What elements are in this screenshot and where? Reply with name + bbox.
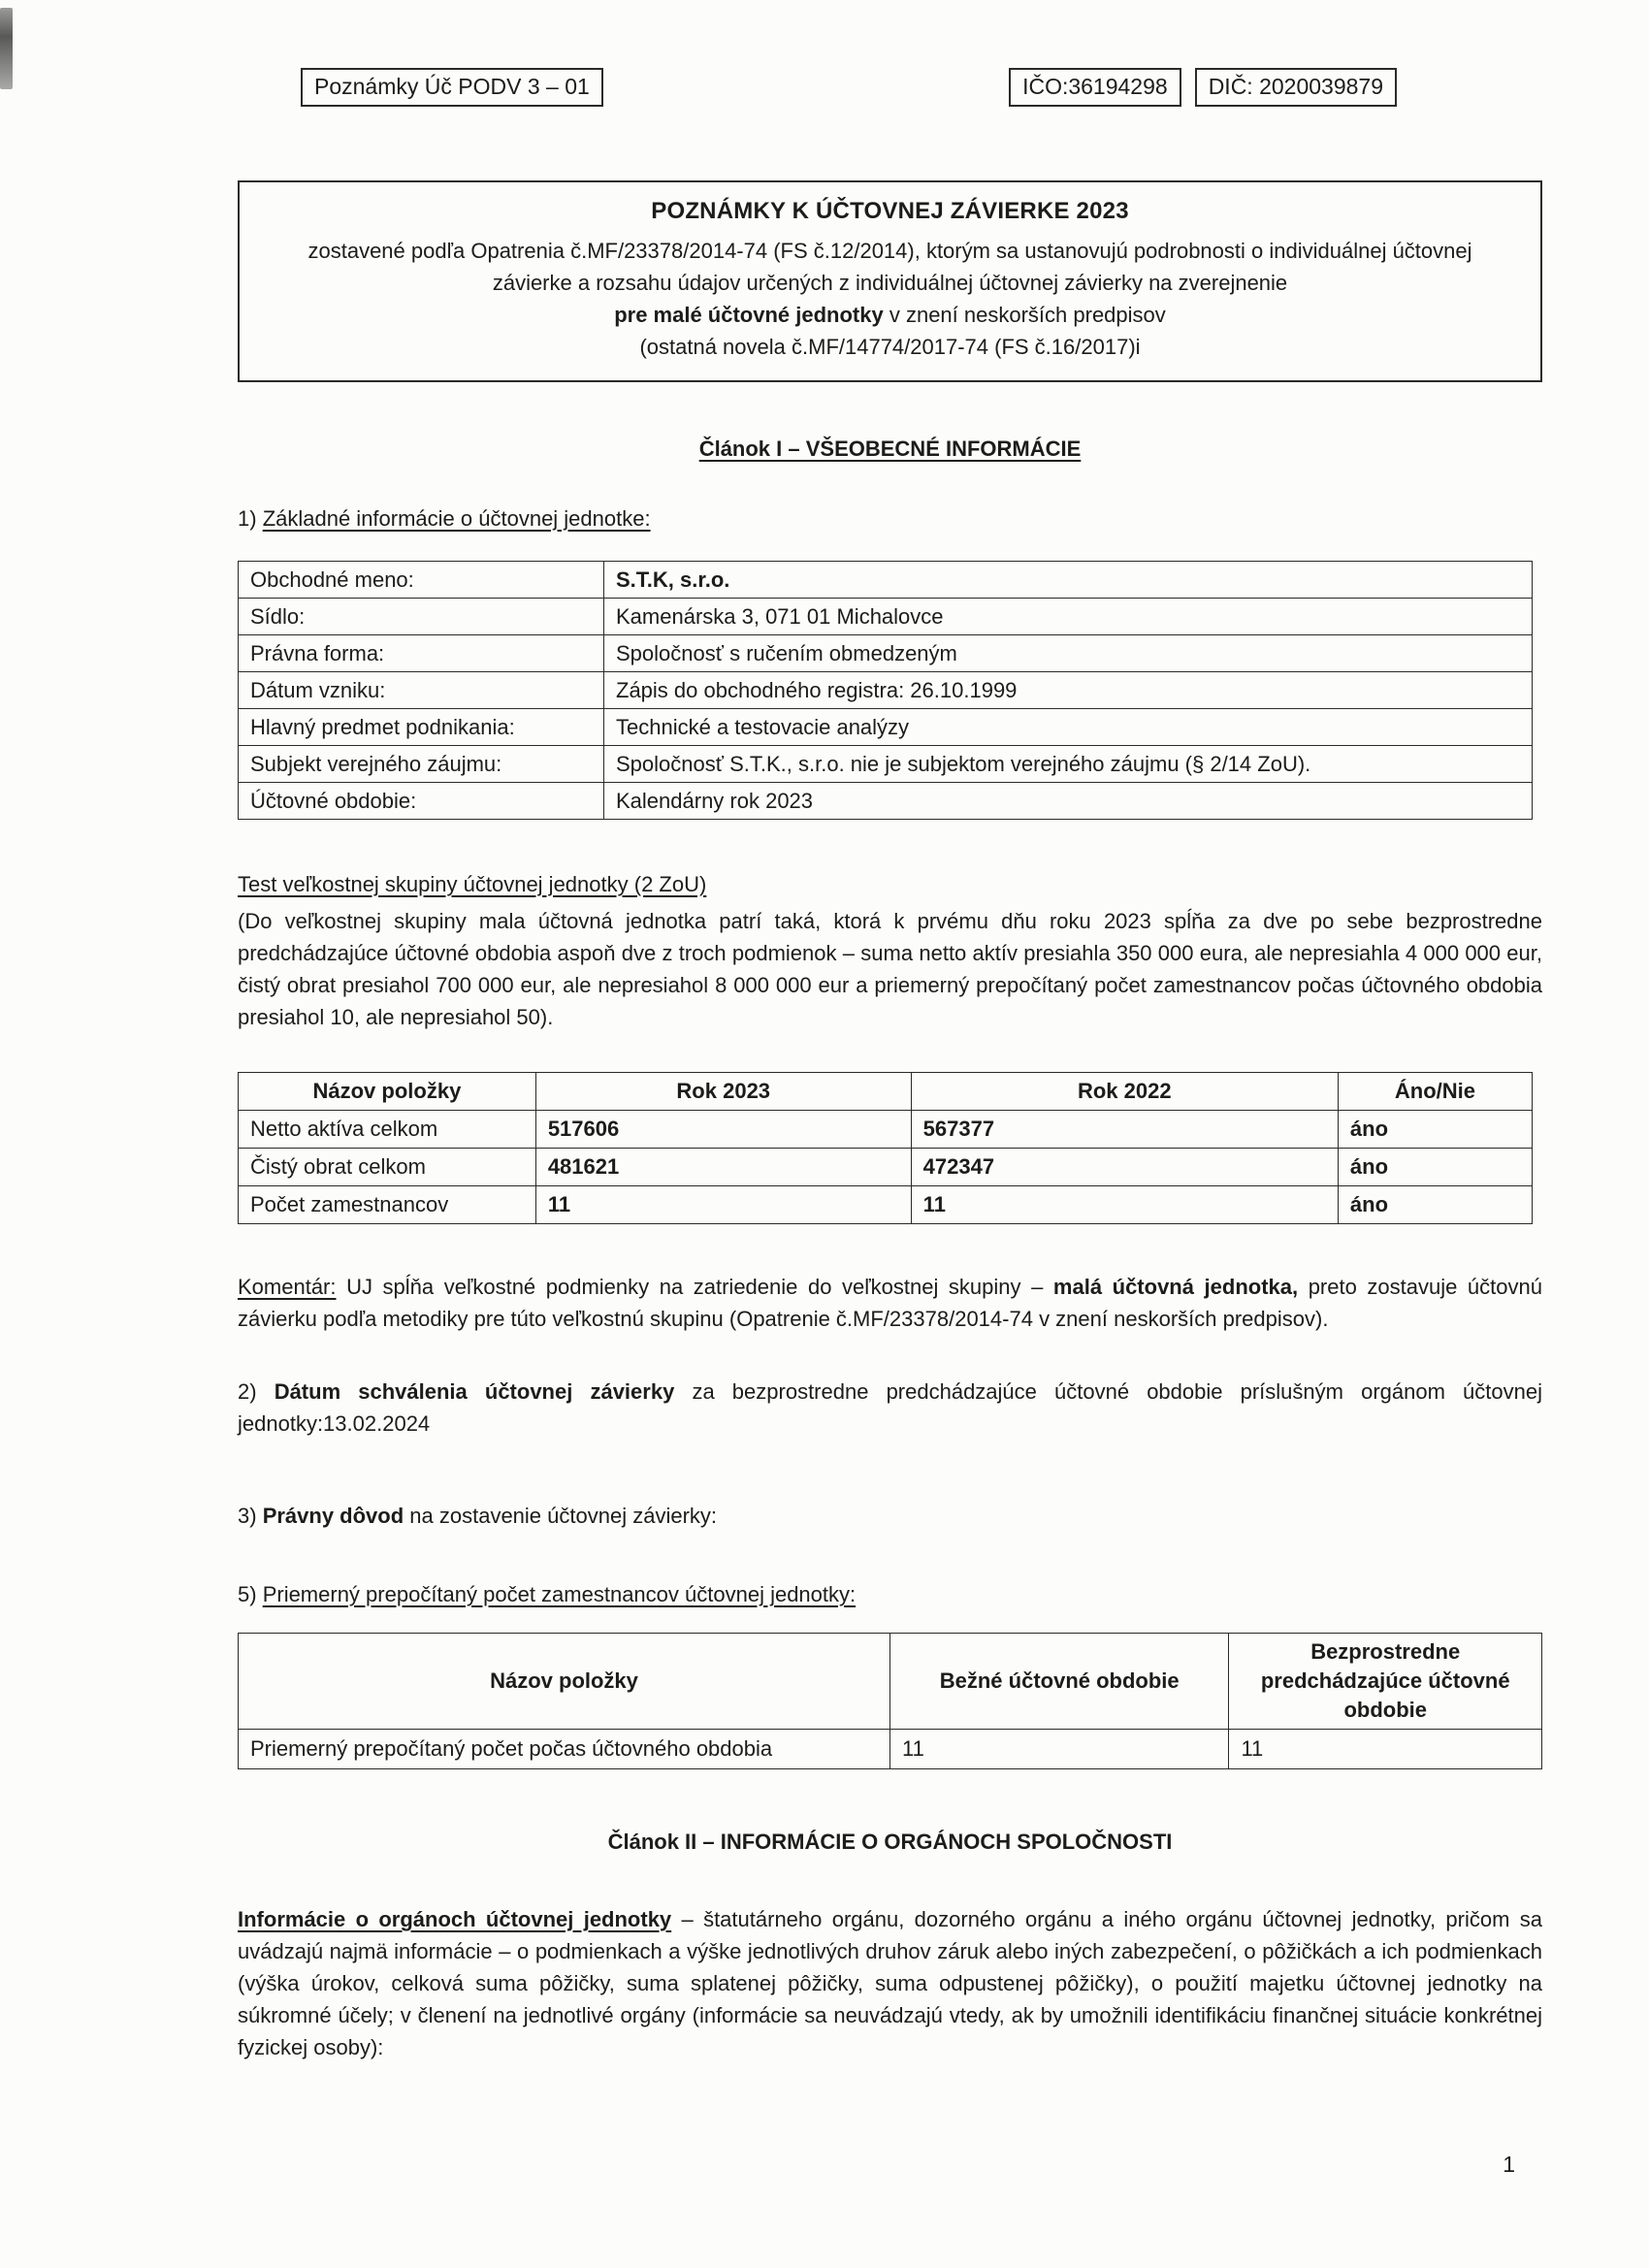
value-current: 11 (890, 1730, 1229, 1769)
article1-heading-text: Článok I – VŠEOBECNÉ INFORMÁCIE (698, 437, 1082, 461)
table-row (239, 1730, 1542, 1769)
section3-bold: Právny dôvod (262, 1504, 404, 1528)
table-row (239, 672, 1533, 709)
table-header-row (239, 1634, 1542, 1730)
header-cell: Rok 2023 (535, 1073, 911, 1111)
value-2023: 481621 (535, 1149, 911, 1186)
value-2023: 517606 (535, 1111, 911, 1149)
size-criteria-table (238, 1072, 1533, 1224)
comment-pre: UJ spĺňa veľkostné podmienky na zatriedenie do veľkostnej skupiny – (336, 1275, 1053, 1299)
info-label: Subjekt verejného záujmu: (239, 746, 604, 783)
info-label: Dátum vzniku: (239, 672, 604, 709)
size-test-heading (238, 872, 1542, 897)
article2-intro-bold: Informácie o orgánoch účtovnej jednotky (238, 1907, 672, 1931)
article1-heading (238, 437, 1542, 462)
comment-post: preto zostavuje účtovnú závierku podľa metodiky pre túto veľkostnú skupinu (Opatrenie č.MF/23378/2014-74 v znení neskorších predpisov). (238, 1275, 1542, 1331)
row-label: Čistý obrat celkom (239, 1149, 536, 1186)
header-cell: Názov položky (239, 1073, 536, 1111)
dic-box: DIČ: 2020039879 (1195, 68, 1397, 107)
page-number: 1 (1503, 2152, 1515, 2177)
table-row (239, 746, 1533, 783)
table-header-row (239, 1073, 1533, 1111)
table-row (239, 1149, 1533, 1186)
value-2022: 567377 (911, 1111, 1338, 1149)
info-label: Účtovné obdobie: (239, 783, 604, 820)
title-box (238, 180, 1542, 382)
value-yesno: áno (1338, 1111, 1532, 1149)
info-value: Spoločnosť s ručením obmedzeným (604, 635, 1533, 672)
form-code-box: Poznámky Úč PODV 3 – 01 (301, 68, 603, 107)
section1-title: Základné informácie o účtovnej jednotke: (262, 506, 651, 531)
header-cell: Názov položky (239, 1634, 890, 1730)
info-value: S.T.K, s.r.o. (604, 562, 1533, 599)
scan-artifact (0, 8, 13, 89)
article2-heading: Článok II – INFORMÁCIE O ORGÁNOCH SPOLOČNOSTI (607, 1830, 1173, 1854)
value-yesno: áno (1338, 1149, 1532, 1186)
comment-bold: malá účtovná jednotka, (1052, 1275, 1299, 1299)
header-cell: Áno/Nie (1338, 1073, 1532, 1111)
table-row (239, 1186, 1533, 1224)
title-subtitle (275, 235, 1506, 363)
value-yesno: áno (1338, 1186, 1532, 1224)
value-2022: 11 (911, 1186, 1338, 1224)
size-test-paragraph: (Do veľkostnej skupiny mala účtovná jednotka patrí taká, ktorá k prvému dňu roku 2023 spĺňa za dve po sebe bezprostredne predchádzajúce účtovné obdobia aspoň dve z troch podmienok – suma netto aktív presiahla 350 000 eura, ale nepresiahla 4 000 000 eur, čistý obrat presiahol 700 000 eur, ale nepresiahol 8 000 000 eur a priemerný prepočítaný počet zamestnancov počas účtovného obdobia presiahol 10, ale nepresiahol 50). (238, 909, 1542, 1029)
info-value: Spoločnosť S.T.K., s.r.o. nie je subjektom verejného záujmu (§ 2/14 ZoU). (604, 746, 1533, 783)
header-cell: Bežné účtovné obdobie (890, 1634, 1229, 1730)
info-value: Kamenárska 3, 071 01 Michalovce (604, 599, 1533, 635)
article2-intro-rest: – štatutárneho orgánu, dozorného orgánu a iného orgánu účtovnej jednotky, pričom sa uvádzajú najmä informácie – o podmienkach a výške jednotlivých druhov záruk alebo iných zabezpečení, o pôžičkách a ich podmienkach (výška úrokov, celková suma pôžičky, suma splatenej pôžičky, suma odpustenej pôžičky), o použití majetku účtovnej jednotky na súkromné účely; v členení na jednotlivé orgány (informácie sa neuvádzajú vtedy, ak by umožnili identifikáciu finančnej situácie konkrétnej fyzickej osoby): (238, 1907, 1542, 2059)
info-label: Sídlo: (239, 599, 604, 635)
comment-label: Komentár: (238, 1275, 337, 1299)
section3-rest: na zostavenie účtovnej závierky: (404, 1504, 718, 1528)
table-row (239, 709, 1533, 746)
article2-intro (238, 1903, 1542, 2063)
header-cell: Rok 2022 (911, 1073, 1338, 1111)
section2-rest: za bezprostredne predchádzajúce účtovné obdobie príslušným orgánom účtovnej jednotky:13.02.2024 (238, 1379, 1542, 1436)
section5-title: Priemerný prepočítaný počet zamestnancov účtovnej jednotky: (262, 1582, 857, 1606)
table-row (239, 1111, 1533, 1149)
document-content (238, 68, 1542, 2063)
value-2023: 11 (535, 1186, 911, 1224)
value-previous: 11 (1229, 1730, 1542, 1769)
section1-label (238, 506, 1542, 532)
section5-number: 5) (238, 1582, 263, 1606)
row-label: Počet zamestnancov (239, 1186, 536, 1224)
section5-label (238, 1582, 1542, 1607)
section3-number: 3) (238, 1504, 263, 1528)
table-row (239, 783, 1533, 820)
subtitle-line1: zostavené podľa Opatrenia č.MF/23378/2014-74 (FS č.12/2014), ktorým sa ustanovujú podrobnosti o individuálnej účtovnej závierke a rozsahu údajov určených z individuálnej účtovnej závierky na zverejnenie (307, 239, 1472, 295)
comment-paragraph (238, 1271, 1542, 1335)
info-label: Obchodné meno: (239, 562, 604, 599)
size-test-heading-text: Test veľkostnej skupiny účtovnej jednotky (2 ZoU) (238, 872, 707, 896)
header-cell: Bezprostredne predchádzajúce účtovné obdobie (1229, 1634, 1542, 1730)
table-row (239, 635, 1533, 672)
section2-bold: Dátum schválenia účtovnej závierky (274, 1379, 675, 1404)
info-value: Technické a testovacie analýzy (604, 709, 1533, 746)
ico-box: IČO:36194298 (1009, 68, 1181, 107)
subtitle-line3: (ostatná novela č.MF/14774/2017-74 (FS č.16/2017)i (639, 335, 1141, 359)
document-header (238, 68, 1542, 107)
value-2022: 472347 (911, 1149, 1338, 1186)
subtitle-line2-rest: v znení neskorších predpisov (883, 303, 1166, 327)
employee-count-table (238, 1633, 1542, 1769)
row-label: Netto aktíva celkom (239, 1111, 536, 1149)
table-row (239, 599, 1533, 635)
id-group (1009, 68, 1397, 107)
info-label: Právna forma: (239, 635, 604, 672)
section2-paragraph (238, 1376, 1542, 1440)
info-value: Kalendárny rok 2023 (604, 783, 1533, 820)
subtitle-line2-bold: pre malé účtovné jednotky (614, 303, 884, 327)
row-label: Priemerný prepočítaný počet počas účtovného obdobia (239, 1730, 890, 1769)
table-row (239, 562, 1533, 599)
section3-paragraph (238, 1500, 1542, 1532)
company-info-table (238, 561, 1533, 820)
section2-number: 2) (238, 1379, 275, 1404)
document-title: POZNÁMKY K ÚČTOVNEJ ZÁVIERKE 2023 (651, 198, 1129, 224)
info-value: Zápis do obchodného registra: 26.10.1999 (604, 672, 1533, 709)
section1-number: 1) (238, 506, 263, 531)
info-label: Hlavný predmet podnikania: (239, 709, 604, 746)
